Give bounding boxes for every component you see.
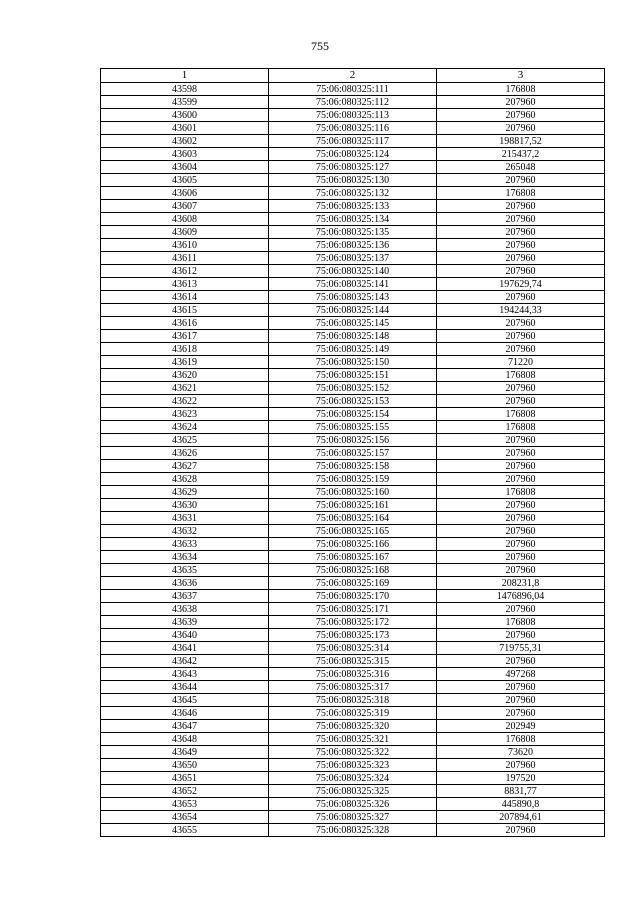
row-number-cell: 43602 bbox=[101, 135, 269, 148]
value-cell: 207960 bbox=[437, 694, 605, 707]
row-number-cell: 43599 bbox=[101, 96, 269, 109]
cadastral-number-cell: 75:06:080325:322 bbox=[269, 746, 437, 759]
cadastral-number-cell: 75:06:080325:317 bbox=[269, 681, 437, 694]
row-number-cell: 43613 bbox=[101, 278, 269, 291]
cadastral-number-cell: 75:06:080325:140 bbox=[269, 265, 437, 278]
registry-table bbox=[100, 68, 605, 837]
table-row bbox=[101, 213, 605, 226]
row-number-cell: 43616 bbox=[101, 317, 269, 330]
value-cell: 8831,77 bbox=[437, 785, 605, 798]
value-cell: 207960 bbox=[437, 291, 605, 304]
cadastral-number-cell: 75:06:080325:156 bbox=[269, 434, 437, 447]
table-row bbox=[101, 525, 605, 538]
table-row bbox=[101, 395, 605, 408]
value-cell: 176808 bbox=[437, 369, 605, 382]
row-number-cell: 43604 bbox=[101, 161, 269, 174]
value-cell: 207960 bbox=[437, 174, 605, 187]
value-cell: 207960 bbox=[437, 473, 605, 486]
row-number-cell: 43653 bbox=[101, 798, 269, 811]
cadastral-number-cell: 75:06:080325:112 bbox=[269, 96, 437, 109]
table-row bbox=[101, 746, 605, 759]
row-number-cell: 43636 bbox=[101, 577, 269, 590]
table-row bbox=[101, 356, 605, 369]
row-number-cell: 43622 bbox=[101, 395, 269, 408]
value-cell: 176808 bbox=[437, 486, 605, 499]
value-cell: 207960 bbox=[437, 759, 605, 772]
cadastral-number-cell: 75:06:080325:316 bbox=[269, 668, 437, 681]
cadastral-number-cell: 75:06:080325:127 bbox=[269, 161, 437, 174]
column-header-2: 2 bbox=[269, 69, 437, 83]
page-number: 755 bbox=[311, 39, 329, 53]
row-number-cell: 43638 bbox=[101, 603, 269, 616]
row-number-cell: 43639 bbox=[101, 616, 269, 629]
row-number-cell: 43655 bbox=[101, 824, 269, 837]
table-row bbox=[101, 759, 605, 772]
row-number-cell: 43598 bbox=[101, 83, 269, 96]
value-cell: 719755,31 bbox=[437, 642, 605, 655]
table-row bbox=[101, 655, 605, 668]
cadastral-number-cell: 75:06:080325:141 bbox=[269, 278, 437, 291]
row-number-cell: 43641 bbox=[101, 642, 269, 655]
value-cell: 207960 bbox=[437, 460, 605, 473]
table-row bbox=[101, 772, 605, 785]
cadastral-number-cell: 75:06:080325:167 bbox=[269, 551, 437, 564]
cadastral-number-cell: 75:06:080325:136 bbox=[269, 239, 437, 252]
table-row bbox=[101, 707, 605, 720]
table-row bbox=[101, 798, 605, 811]
cadastral-number-cell: 75:06:080325:113 bbox=[269, 109, 437, 122]
value-cell: 207960 bbox=[437, 525, 605, 538]
table-row bbox=[101, 343, 605, 356]
table-row bbox=[101, 174, 605, 187]
table-row bbox=[101, 83, 605, 96]
cadastral-number-cell: 75:06:080325:154 bbox=[269, 408, 437, 421]
row-number-cell: 43617 bbox=[101, 330, 269, 343]
table-row bbox=[101, 200, 605, 213]
value-cell: 207960 bbox=[437, 603, 605, 616]
row-number-cell: 43627 bbox=[101, 460, 269, 473]
row-number-cell: 43619 bbox=[101, 356, 269, 369]
row-number-cell: 43625 bbox=[101, 434, 269, 447]
table-row bbox=[101, 473, 605, 486]
table-row bbox=[101, 278, 605, 291]
table-row bbox=[101, 499, 605, 512]
row-number-cell: 43623 bbox=[101, 408, 269, 421]
row-number-cell: 43654 bbox=[101, 811, 269, 824]
table-row bbox=[101, 720, 605, 733]
table-row bbox=[101, 486, 605, 499]
cadastral-number-cell: 75:06:080325:173 bbox=[269, 629, 437, 642]
cadastral-number-cell: 75:06:080325:158 bbox=[269, 460, 437, 473]
value-cell: 207960 bbox=[437, 512, 605, 525]
value-cell: 207960 bbox=[437, 252, 605, 265]
table-row bbox=[101, 629, 605, 642]
row-number-cell: 43649 bbox=[101, 746, 269, 759]
value-cell: 207960 bbox=[437, 330, 605, 343]
row-number-cell: 43640 bbox=[101, 629, 269, 642]
row-number-cell: 43646 bbox=[101, 707, 269, 720]
table-row bbox=[101, 148, 605, 161]
row-number-cell: 43630 bbox=[101, 499, 269, 512]
row-number-cell: 43633 bbox=[101, 538, 269, 551]
value-cell: 207960 bbox=[437, 434, 605, 447]
value-cell: 265048 bbox=[437, 161, 605, 174]
table-row bbox=[101, 447, 605, 460]
value-cell: 207960 bbox=[437, 447, 605, 460]
table-row bbox=[101, 226, 605, 239]
row-number-cell: 43610 bbox=[101, 239, 269, 252]
value-cell: 207960 bbox=[437, 122, 605, 135]
cadastral-number-cell: 75:06:080325:151 bbox=[269, 369, 437, 382]
row-number-cell: 43647 bbox=[101, 720, 269, 733]
value-cell: 497268 bbox=[437, 668, 605, 681]
table-row bbox=[101, 603, 605, 616]
table-row bbox=[101, 564, 605, 577]
value-cell: 194244,33 bbox=[437, 304, 605, 317]
value-cell: 207960 bbox=[437, 681, 605, 694]
table-row bbox=[101, 317, 605, 330]
table-row bbox=[101, 668, 605, 681]
table-row bbox=[101, 538, 605, 551]
row-number-cell: 43609 bbox=[101, 226, 269, 239]
row-number-cell: 43614 bbox=[101, 291, 269, 304]
cadastral-number-cell: 75:06:080325:314 bbox=[269, 642, 437, 655]
table-row bbox=[101, 252, 605, 265]
table-row bbox=[101, 590, 605, 603]
cadastral-number-cell: 75:06:080325:164 bbox=[269, 512, 437, 525]
table-row bbox=[101, 811, 605, 824]
cadastral-number-cell: 75:06:080325:135 bbox=[269, 226, 437, 239]
row-number-cell: 43611 bbox=[101, 252, 269, 265]
value-cell: 197629,74 bbox=[437, 278, 605, 291]
table-row bbox=[101, 512, 605, 525]
cadastral-number-cell: 75:06:080325:134 bbox=[269, 213, 437, 226]
table-row bbox=[101, 681, 605, 694]
cadastral-number-cell: 75:06:080325:170 bbox=[269, 590, 437, 603]
cadastral-number-cell: 75:06:080325:172 bbox=[269, 616, 437, 629]
row-number-cell: 43629 bbox=[101, 486, 269, 499]
row-number-cell: 43601 bbox=[101, 122, 269, 135]
table-row bbox=[101, 824, 605, 837]
table-row bbox=[101, 421, 605, 434]
row-number-cell: 43618 bbox=[101, 343, 269, 356]
cadastral-number-cell: 75:06:080325:320 bbox=[269, 720, 437, 733]
row-number-cell: 43624 bbox=[101, 421, 269, 434]
value-cell: 208231,8 bbox=[437, 577, 605, 590]
row-number-cell: 43632 bbox=[101, 525, 269, 538]
value-cell: 176808 bbox=[437, 408, 605, 421]
value-cell: 207960 bbox=[437, 239, 605, 252]
table-row bbox=[101, 122, 605, 135]
table-row bbox=[101, 733, 605, 746]
cadastral-number-cell: 75:06:080325:326 bbox=[269, 798, 437, 811]
value-cell: 215437,2 bbox=[437, 148, 605, 161]
value-cell: 207960 bbox=[437, 629, 605, 642]
cadastral-number-cell: 75:06:080325:143 bbox=[269, 291, 437, 304]
cadastral-number-cell: 75:06:080325:157 bbox=[269, 447, 437, 460]
cadastral-number-cell: 75:06:080325:145 bbox=[269, 317, 437, 330]
cadastral-number-cell: 75:06:080325:116 bbox=[269, 122, 437, 135]
cadastral-number-cell: 75:06:080325:132 bbox=[269, 187, 437, 200]
row-number-cell: 43608 bbox=[101, 213, 269, 226]
value-cell: 207960 bbox=[437, 226, 605, 239]
cadastral-number-cell: 75:06:080325:168 bbox=[269, 564, 437, 577]
table-row bbox=[101, 369, 605, 382]
cadastral-number-cell: 75:06:080325:155 bbox=[269, 421, 437, 434]
row-number-cell: 43645 bbox=[101, 694, 269, 707]
value-cell: 202949 bbox=[437, 720, 605, 733]
value-cell: 207960 bbox=[437, 551, 605, 564]
cadastral-number-cell: 75:06:080325:130 bbox=[269, 174, 437, 187]
row-number-cell: 43643 bbox=[101, 668, 269, 681]
value-cell: 207960 bbox=[437, 564, 605, 577]
cadastral-number-cell: 75:06:080325:321 bbox=[269, 733, 437, 746]
row-number-cell: 43644 bbox=[101, 681, 269, 694]
row-number-cell: 43626 bbox=[101, 447, 269, 460]
row-number-cell: 43620 bbox=[101, 369, 269, 382]
cadastral-number-cell: 75:06:080325:137 bbox=[269, 252, 437, 265]
table-row bbox=[101, 408, 605, 421]
value-cell: 207960 bbox=[437, 96, 605, 109]
value-cell: 207960 bbox=[437, 655, 605, 668]
table-row bbox=[101, 330, 605, 343]
cadastral-number-cell: 75:06:080325:111 bbox=[269, 83, 437, 96]
value-cell: 73620 bbox=[437, 746, 605, 759]
table-row bbox=[101, 382, 605, 395]
row-number-cell: 43652 bbox=[101, 785, 269, 798]
cadastral-number-cell: 75:06:080325:327 bbox=[269, 811, 437, 824]
table-row bbox=[101, 551, 605, 564]
row-number-cell: 43612 bbox=[101, 265, 269, 278]
value-cell: 207960 bbox=[437, 824, 605, 837]
table-row bbox=[101, 109, 605, 122]
row-number-cell: 43642 bbox=[101, 655, 269, 668]
cadastral-number-cell: 75:06:080325:124 bbox=[269, 148, 437, 161]
row-number-cell: 43605 bbox=[101, 174, 269, 187]
cadastral-number-cell: 75:06:080325:150 bbox=[269, 356, 437, 369]
value-cell: 445890,8 bbox=[437, 798, 605, 811]
row-number-cell: 43607 bbox=[101, 200, 269, 213]
column-header-3: 3 bbox=[437, 69, 605, 83]
value-cell: 176808 bbox=[437, 733, 605, 746]
cadastral-number-cell: 75:06:080325:152 bbox=[269, 382, 437, 395]
row-number-cell: 43635 bbox=[101, 564, 269, 577]
table-row bbox=[101, 135, 605, 148]
cadastral-number-cell: 75:06:080325:315 bbox=[269, 655, 437, 668]
table-row bbox=[101, 642, 605, 655]
row-number-cell: 43634 bbox=[101, 551, 269, 564]
cadastral-number-cell: 75:06:080325:153 bbox=[269, 395, 437, 408]
value-cell: 176808 bbox=[437, 421, 605, 434]
row-number-cell: 43650 bbox=[101, 759, 269, 772]
cadastral-number-cell: 75:06:080325:160 bbox=[269, 486, 437, 499]
row-number-cell: 43637 bbox=[101, 590, 269, 603]
value-cell: 207960 bbox=[437, 343, 605, 356]
row-number-cell: 43628 bbox=[101, 473, 269, 486]
cadastral-number-cell: 75:06:080325:324 bbox=[269, 772, 437, 785]
row-number-cell: 43621 bbox=[101, 382, 269, 395]
value-cell: 207960 bbox=[437, 200, 605, 213]
table-header-row bbox=[101, 69, 605, 83]
row-number-cell: 43631 bbox=[101, 512, 269, 525]
value-cell: 176808 bbox=[437, 616, 605, 629]
cadastral-number-cell: 75:06:080325:171 bbox=[269, 603, 437, 616]
table-row bbox=[101, 161, 605, 174]
cadastral-number-cell: 75:06:080325:169 bbox=[269, 577, 437, 590]
column-header-1: 1 bbox=[101, 69, 269, 83]
row-number-cell: 43648 bbox=[101, 733, 269, 746]
row-number-cell: 43615 bbox=[101, 304, 269, 317]
cadastral-number-cell: 75:06:080325:149 bbox=[269, 343, 437, 356]
cadastral-number-cell: 75:06:080325:325 bbox=[269, 785, 437, 798]
table-row bbox=[101, 304, 605, 317]
row-number-cell: 43600 bbox=[101, 109, 269, 122]
value-cell: 207894,61 bbox=[437, 811, 605, 824]
table-row bbox=[101, 694, 605, 707]
cadastral-number-cell: 75:06:080325:323 bbox=[269, 759, 437, 772]
value-cell: 176808 bbox=[437, 83, 605, 96]
value-cell: 207960 bbox=[437, 265, 605, 278]
table-row bbox=[101, 434, 605, 447]
value-cell: 207960 bbox=[437, 382, 605, 395]
table-row bbox=[101, 239, 605, 252]
table-row bbox=[101, 187, 605, 200]
value-cell: 207960 bbox=[437, 317, 605, 330]
row-number-cell: 43606 bbox=[101, 187, 269, 200]
value-cell: 207960 bbox=[437, 538, 605, 551]
value-cell: 207960 bbox=[437, 213, 605, 226]
table-row bbox=[101, 785, 605, 798]
cadastral-number-cell: 75:06:080325:319 bbox=[269, 707, 437, 720]
table-row bbox=[101, 616, 605, 629]
row-number-cell: 43603 bbox=[101, 148, 269, 161]
row-number-cell: 43651 bbox=[101, 772, 269, 785]
cadastral-number-cell: 75:06:080325:133 bbox=[269, 200, 437, 213]
cadastral-number-cell: 75:06:080325:159 bbox=[269, 473, 437, 486]
cadastral-number-cell: 75:06:080325:161 bbox=[269, 499, 437, 512]
value-cell: 207960 bbox=[437, 109, 605, 122]
value-cell: 71220 bbox=[437, 356, 605, 369]
table-row bbox=[101, 291, 605, 304]
cadastral-number-cell: 75:06:080325:318 bbox=[269, 694, 437, 707]
table-row bbox=[101, 577, 605, 590]
cadastral-number-cell: 75:06:080325:148 bbox=[269, 330, 437, 343]
table-row bbox=[101, 460, 605, 473]
cadastral-number-cell: 75:06:080325:144 bbox=[269, 304, 437, 317]
value-cell: 1476896,04 bbox=[437, 590, 605, 603]
value-cell: 197520 bbox=[437, 772, 605, 785]
value-cell: 176808 bbox=[437, 187, 605, 200]
value-cell: 198817,52 bbox=[437, 135, 605, 148]
table-body bbox=[101, 83, 605, 837]
value-cell: 207960 bbox=[437, 395, 605, 408]
cadastral-number-cell: 75:06:080325:117 bbox=[269, 135, 437, 148]
value-cell: 207960 bbox=[437, 707, 605, 720]
cadastral-number-cell: 75:06:080325:328 bbox=[269, 824, 437, 837]
cadastral-number-cell: 75:06:080325:165 bbox=[269, 525, 437, 538]
cadastral-number-cell: 75:06:080325:166 bbox=[269, 538, 437, 551]
value-cell: 207960 bbox=[437, 499, 605, 512]
table-row bbox=[101, 265, 605, 278]
table-row bbox=[101, 96, 605, 109]
